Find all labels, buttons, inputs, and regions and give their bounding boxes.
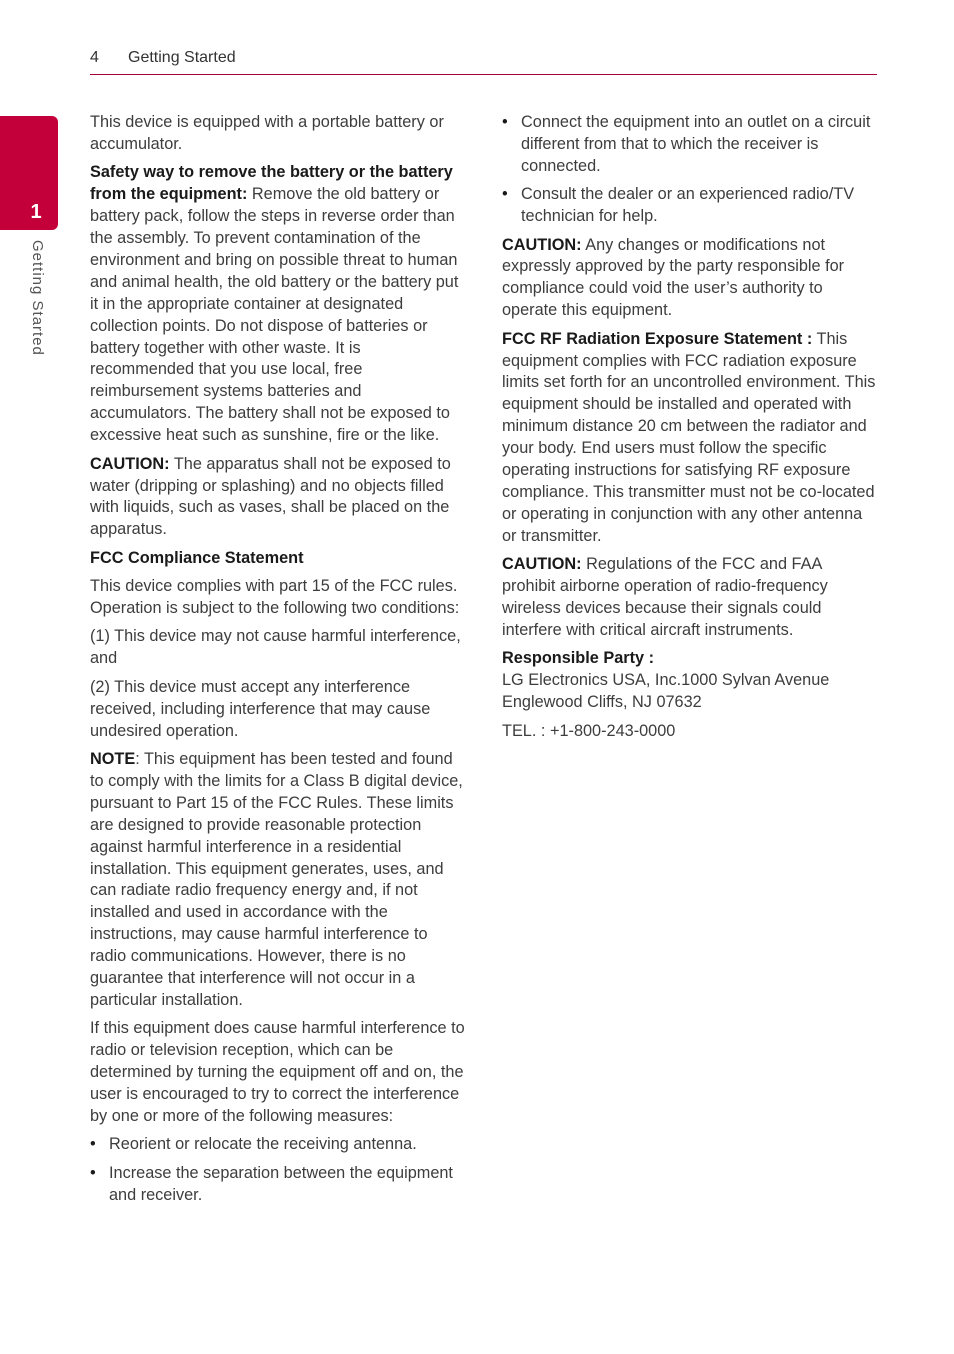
page-header (90, 46, 877, 75)
caution-label: CAUTION: (90, 454, 170, 473)
left-column (90, 112, 466, 1213)
measures-list-left (90, 1134, 466, 1206)
responsible-party-heading: Responsible Party : (502, 649, 655, 668)
caution-faa-text: Regulations of the FCC and FAA prohibit airborne operation of radio-frequency wireless devices because their signals could interfere with critical aircraft instruments. (502, 555, 828, 639)
chapter-tab (0, 116, 58, 230)
right-column (502, 112, 878, 749)
bullet-icon: • (502, 113, 508, 131)
rf-exposure-text: This equipment complies with FCC radiation exposure limits set forth for an uncontrolled environment. This equipment should be installed and operated with minimum distance 20 cm between the radiator and your body. End users must follow the specific operating instructions for satisfying RF exposure compliance. This transmitter must not be co-located or operating in conjunction with any other antenna or transmitter. (502, 329, 876, 545)
chapter-label: Getting Started (29, 240, 46, 356)
fcc-condition-2: (2) This device must accept any interference received, including interference that may cause undesired operation. (90, 677, 431, 740)
caution-modifications-paragraph (502, 235, 878, 323)
chapter-number: 1 (30, 201, 42, 223)
caution-water-paragraph (90, 454, 466, 542)
rf-exposure-heading: FCC RF Radiation Exposure Statement : (502, 329, 813, 348)
list-item: • Consult the dealer or an experienced radio/TV technician for help. (502, 185, 855, 226)
rf-exposure-paragraph (502, 329, 878, 548)
note-paragraph (90, 749, 466, 1012)
battery-removal-heading: Safety way to remove the battery or the battery from the equipment: (90, 163, 453, 204)
address-line-2: Englewood Cliffs, NJ 07632 (502, 693, 702, 712)
list-item: • Connect the equipment into an outlet on a circuit different from that to which the receiver is connected. (502, 113, 871, 175)
caution-label: CAUTION: (502, 555, 582, 574)
caution-modifications-text: Any changes or modifications not expressly approved by the party responsible for compliance could void the user’s authority to operate this equipment. (502, 235, 845, 320)
caution-label: CAUTION: (502, 235, 582, 254)
address-line-1: LG Electronics USA, Inc.1000 Sylvan Avenue (502, 671, 830, 690)
page-number: 4 (90, 49, 99, 66)
note-label: NOTE (90, 749, 136, 768)
telephone: TEL. : +1-800-243-0000 (502, 721, 676, 740)
bullet-icon: • (90, 1163, 96, 1182)
bullet-icon: • (502, 185, 508, 204)
section-title: Getting Started (128, 49, 236, 66)
list-item: • Increase the separation between the equipment and receiver. (90, 1163, 453, 1204)
battery-intro: This device is equipped with a portable battery or accumulator. (90, 113, 444, 153)
fcc-compliance-heading: FCC Compliance Statement (90, 548, 304, 567)
bullet-icon: • (90, 1135, 96, 1154)
list-item: • Reorient or relocate the receiving antenna. (90, 1134, 466, 1156)
caution-water-text: The apparatus shall not be exposed to water (dripping or splashing) and no objects filled with liquids, such as vases, shall be placed on the apparatus. (90, 454, 451, 539)
note-text: : This equipment has been tested and found to comply with the limits for a Class B digital device, pursuant to Part 15 of the FCC Rules. These limits are designed to provide reasonable protection against harmful interference in a residential installation. This equipment generates, uses, and can radiate radio frequency energy and, if not installed and used in accordance with the instructions, may cause harmful interference to radio communications. However, there is no guarantee that interference will not occur in a particular installation. (90, 749, 463, 1009)
battery-removal-paragraph (90, 162, 466, 447)
fcc-condition-1: (1) This device may not cause harmful interference, and (90, 627, 461, 668)
fcc-compliance-text: This device complies with part 15 of the FCC rules. Operation is subject to the following two conditions: (90, 577, 460, 618)
battery-removal-text: Remove the old battery or battery pack, follow the steps in reverse order than the assembly. To prevent contamination of the environment and bring on possible threat to human and animal health, the old battery or the battery put it in the appropriate container at designated collection points. Do not dispose of batteries or battery together with other waste. It is recommended that you use local, free reimbursement systems batteries and accumulators. The battery shall not be exposed to excessive heat such as sunshine, fire or the like. (90, 185, 459, 445)
interference-measures-intro: If this equipment does cause harmful interference to radio or television reception, which can be determined by turning the equipment off and on, the user is encouraged to try to correct the interference by one or more of the following measures: (90, 1019, 465, 1125)
responsible-party-block (502, 648, 878, 714)
measures-list-right (502, 112, 878, 228)
caution-faa-paragraph (502, 554, 878, 642)
